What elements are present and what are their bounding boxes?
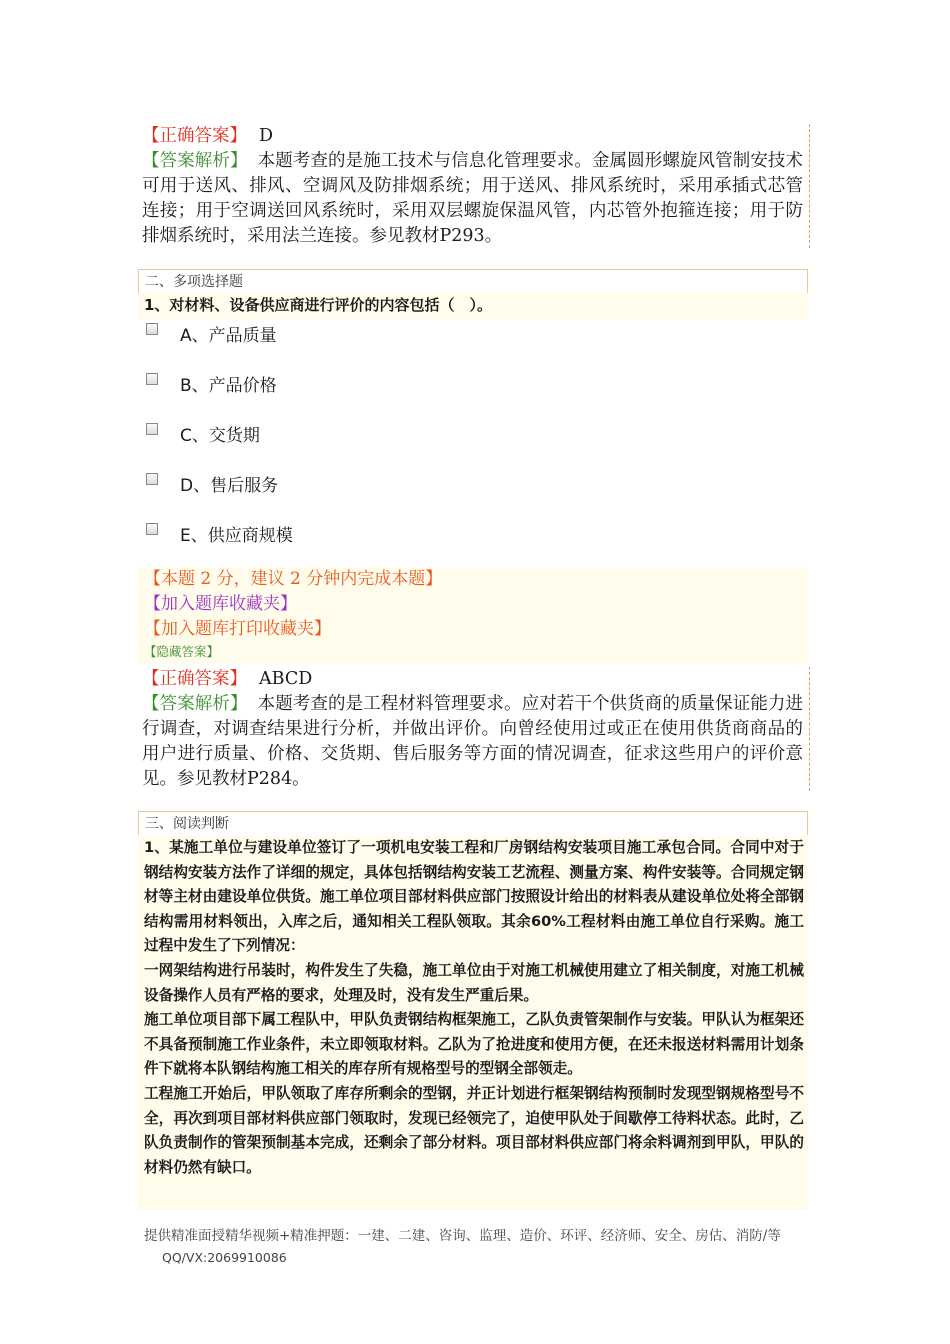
passage-paragraph-1: 1、某施工单位与建设单位签订了一项机电安装工程和厂房钢结构安装项目施工承包合同。合同中对于钢结构安装方法作了详细的规定，具体包括钢结构安装工艺流程、测量方案、构件安装等。合同规定钢材等主材由建设单位供货。施工单位项目部材料供应部门按照设计给出的材料表从建设单位处将全部钢结构需用材料领出，入库之后，通知相关工程队领取。其余60%工程材料由施工单位自行采购。施工过程中发生了下列情况： bbox=[144, 839, 804, 955]
section-title-reading: 三、阅读判断 bbox=[138, 811, 808, 835]
add-to-print-favorites-link[interactable]: 【加入题库打印收藏夹】 bbox=[144, 619, 331, 639]
section-title-multiple-choice: 二、多项选择题 bbox=[138, 269, 808, 293]
question-stem: 1、对材料、设备供应商进行评价的内容包括（ ）。 bbox=[138, 293, 808, 319]
explanation-text: 本题考查的是施工技术与信息化管理要求。金属圆形螺旋风管制安技术可用于送风、排风、空调风及防排烟系统；用于送风、排风系统时，采用承插式芯管 连接；用于空调送回风系统时，采用双层螺旋保温风管，内芯管外抱箍连接；用于防排烟系统时，采用法兰连接。参见教材P293。 bbox=[142, 151, 804, 246]
question-tools bbox=[138, 567, 808, 664]
correct-answer-row bbox=[142, 667, 803, 692]
correct-answer-value: ABCD bbox=[259, 669, 313, 689]
correct-answer-label: 【正确答案】 bbox=[142, 669, 247, 689]
option-a-checkbox[interactable] bbox=[146, 323, 158, 335]
page-footer bbox=[144, 1226, 814, 1269]
option-b-checkbox[interactable] bbox=[146, 373, 158, 385]
correct-answer-row bbox=[142, 124, 803, 149]
option-b-label: B、产品价格 bbox=[180, 376, 277, 396]
explanation-text: 本题考查的是工程材料管理要求。应对若干个供货商的质量保证能力进行调查，对调查结果进行分析，并做出评价。向曾经使用过或正在使用供货商商品的用户进行质量、价格、交货期、售后服务等方面的情况调查，征求这些用户的评价意见。参见教材P284。 bbox=[142, 694, 804, 789]
option-e-label: E、供应商规模 bbox=[180, 526, 293, 546]
footer-contact: QQ/VX:2069910086 bbox=[162, 1250, 287, 1265]
explanation-label: 【答案解析】 bbox=[142, 151, 248, 171]
score-tip: 【本题 2 分，建议 2 分钟内完成本题】 bbox=[144, 569, 443, 589]
footer-promo-text: 提供精准面授精华视频+精准押题：一建、二建、咨询、监理、造价、环评、经济师、安全、房估、消防/等 bbox=[144, 1228, 781, 1244]
option-c-checkbox[interactable] bbox=[146, 423, 158, 435]
answer-block-1 bbox=[138, 124, 810, 248]
answer-explanation bbox=[142, 149, 803, 249]
reading-passage bbox=[138, 836, 808, 1210]
correct-answer-value: D bbox=[259, 126, 274, 146]
add-to-favorites-link[interactable]: 【加入题库收藏夹】 bbox=[144, 594, 297, 614]
hide-answer-link[interactable]: 【隐藏答案】 bbox=[144, 644, 220, 659]
passage-paragraph-2: 一网架结构进行吊装时，构件发生了失稳，施工单位由于对施工机械使用建立了相关制度，对施工机械设备操作人员有严格的要求，处理及时，没有发生严重后果。 bbox=[144, 961, 804, 1004]
option-a-label: A、产品质量 bbox=[180, 326, 277, 346]
answer-explanation bbox=[142, 692, 803, 792]
passage-paragraph-4: 工程施工开始后，甲队领取了库存所剩余的型钢，并正计划进行框架钢结构预制时发现型钢规格型号不全，再次到项目部材料供应部门领取时，发现已经领完了，迫使甲队处于间歇停工待料状态。此时，乙队负责制作的管架预制基本完成，还剩余了部分材料。项目部材料供应部门将余料调剂到甲队，甲队的材料仍然有缺口。 bbox=[144, 1084, 804, 1176]
explanation-label: 【答案解析】 bbox=[142, 694, 248, 714]
correct-answer-label: 【正确答案】 bbox=[142, 126, 247, 146]
answer-block-2 bbox=[138, 667, 810, 791]
passage-paragraph-3: 施工单位项目部下属工程队中，甲队负责钢结构框架施工，乙队负责管架制作与安装。甲队认为框架还不具备预制施工作业条件，未立即领取材料。乙队为了抢进度和使用方便，在还未报送材料需用计划条件下就将本队钢结构施工相关的库存所有规格型号的型钢全部领走。 bbox=[144, 1011, 804, 1078]
option-d-label: D、售后服务 bbox=[180, 476, 279, 496]
option-e-checkbox[interactable] bbox=[146, 523, 158, 535]
option-c-label: C、交货期 bbox=[180, 426, 260, 446]
option-d-checkbox[interactable] bbox=[146, 473, 158, 485]
